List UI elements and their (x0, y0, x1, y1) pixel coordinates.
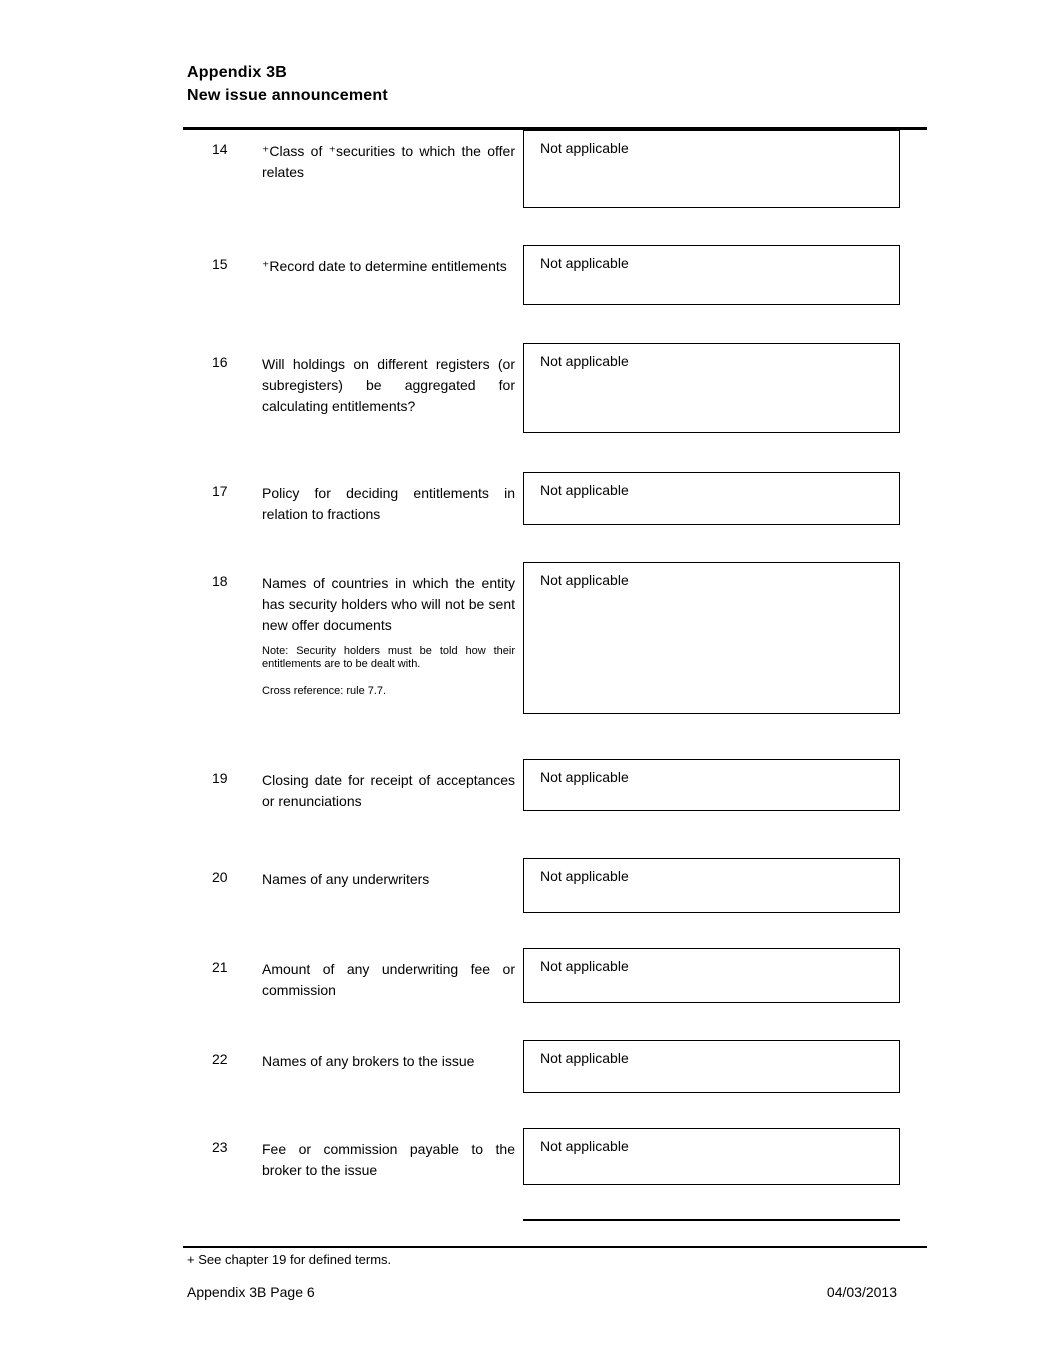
footnote-separator (183, 1246, 927, 1248)
item-question: Names of any brokers to the issue (262, 1053, 475, 1069)
item-number: 15 (212, 256, 228, 272)
answer-box (523, 1040, 900, 1093)
answer-box (523, 1128, 900, 1185)
answer-box (523, 472, 900, 525)
item-number: 17 (212, 483, 228, 499)
item-question: Closing date for receipt of acceptances or renunciations (262, 772, 515, 809)
answer-box (523, 562, 900, 714)
footer-date: 04/03/2013 (826, 1284, 897, 1300)
item-number: 22 (212, 1051, 228, 1067)
answer-text: Not applicable (540, 1050, 629, 1066)
answer-text: Not applicable (540, 572, 629, 588)
answer-text: Not applicable (540, 868, 629, 884)
item-number: 14 (212, 141, 228, 157)
item-number: 20 (212, 869, 228, 885)
item-number: 19 (212, 770, 228, 786)
item-question: Amount of any underwriting fee or commission (262, 961, 515, 998)
answer-box (523, 343, 900, 433)
item-question: Policy for deciding entitlements in relation to fractions (262, 485, 515, 522)
answer-box (523, 245, 900, 305)
signature-line (523, 1219, 900, 1221)
answer-box (523, 759, 900, 811)
document-title-line2: New issue announcement (187, 87, 388, 104)
answer-text: Not applicable (540, 482, 629, 498)
answer-text: Not applicable (540, 255, 629, 271)
footer-page-label: Appendix 3B Page 6 (187, 1284, 315, 1300)
answer-box (523, 948, 900, 1003)
item-question: Names of any underwriters (262, 871, 430, 887)
item-number: 16 (212, 354, 228, 370)
item-question-text: Names of countries in which the entity has security holders who will not be sent new offer documents (262, 575, 515, 633)
answer-box (523, 130, 900, 208)
item-number: 21 (212, 959, 228, 975)
item-question: ⁺Record date to determine entitlements (262, 258, 507, 274)
document-title (187, 61, 388, 107)
answer-text: Not applicable (540, 140, 629, 156)
item-number: 23 (212, 1139, 228, 1155)
answer-text: Not applicable (540, 769, 629, 785)
answer-text: Not applicable (540, 1138, 629, 1154)
answer-text: Not applicable (540, 958, 629, 974)
item-number: 18 (212, 573, 228, 589)
item-cross-reference: Cross reference: rule 7.7. (262, 685, 387, 697)
item-question (262, 573, 515, 698)
item-question: Will holdings on different registers (or subregisters) be aggregated for calculating entitlements? (262, 356, 515, 414)
item-note: Note: Security holders must be told how their entitlements are to be dealt with. (262, 645, 515, 670)
item-question: ⁺Class of ⁺securities to which the offer relates (262, 143, 515, 180)
answer-text: Not applicable (540, 353, 629, 369)
answer-box (523, 858, 900, 913)
item-question: Fee or commission payable to the broker to the issue (262, 1141, 515, 1178)
footnote-text: + See chapter 19 for defined terms. (187, 1252, 392, 1267)
document-title-line1: Appendix 3B (187, 64, 287, 81)
